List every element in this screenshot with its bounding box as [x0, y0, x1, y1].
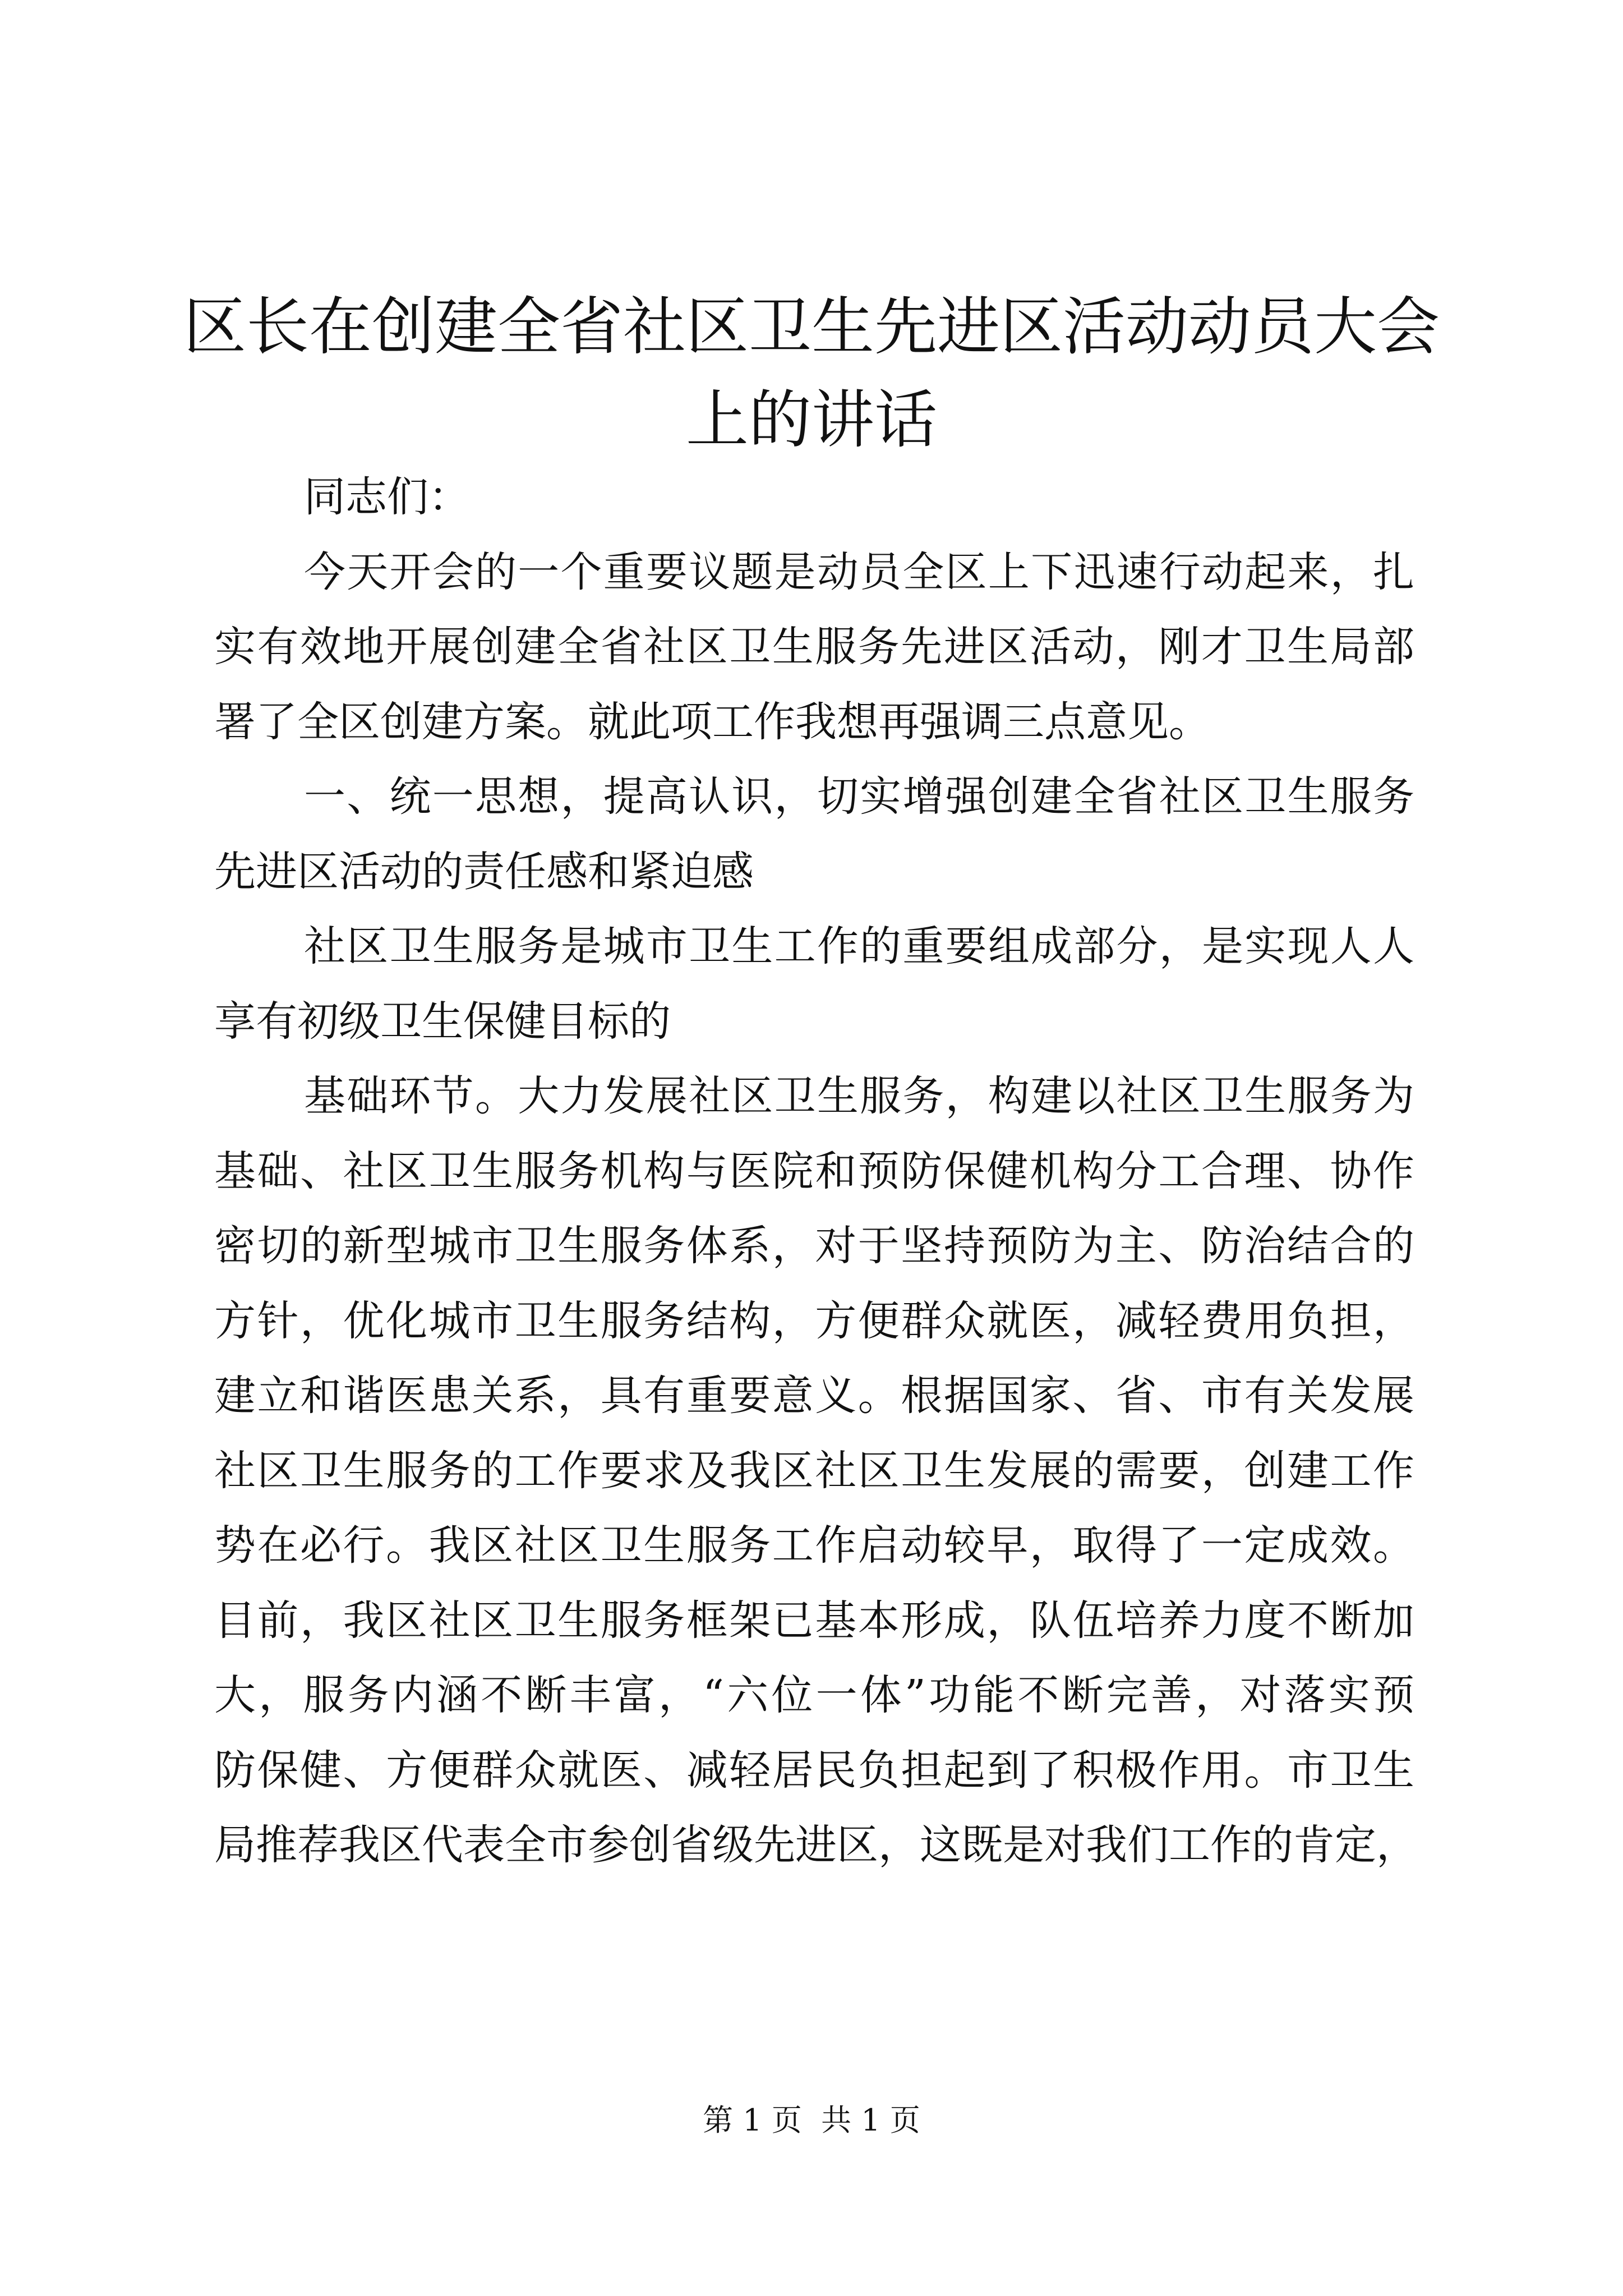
title-line-2: 上的讲话 — [686, 384, 937, 457]
body-line: 密切的新型城市卫生服务体系，对于坚持预防为主、防治结合的 — [214, 1222, 1414, 1270]
body-line: 社区卫生服务的工作要求及我区社区卫生发展的需要，创建工作 — [214, 1446, 1414, 1495]
body-line: 基础、社区卫生服务机构与医院和预防保健机构分工合理、协作 — [214, 1147, 1414, 1195]
body-line: 防保健、方便群众就医、减轻居民负担起到了积极作用。市卫生 — [214, 1746, 1414, 1795]
salutation: 同志们： — [304, 473, 470, 521]
page-number-footer: 第 1 页 共 1 页 — [703, 2102, 920, 2138]
body-line: 大，服务内涵不断丰富，“六位一体”功能不断完善，对落实预 — [214, 1671, 1414, 1719]
body-line: 势在必行。我区社区卫生服务工作启动较早，取得了一定成效。 — [214, 1521, 1414, 1570]
body-line: 署了全区创建方案。就此项工作我想再强调三点意见。 — [214, 697, 1210, 746]
title-line-1: 区长在创建全省社区卫生先进区活动动员大会 — [183, 291, 1440, 364]
body-line: 社区卫生服务是城市卫生工作的重要组成部分，是实现人人 — [304, 922, 1414, 970]
body-line: 局推荐我区代表全市参创省级先进区，这既是对我们工作的肯定， — [214, 1821, 1418, 1869]
body-line: 建立和谐医患关系，具有重要意义。根据国家、省、市有关发展 — [214, 1372, 1414, 1420]
section-heading-line: 一、统一思想，提高认识，切实增强创建全省社区卫生服务 — [304, 772, 1414, 821]
body-line: 基础环节。大力发展社区卫生服务，构建以社区卫生服务为 — [304, 1072, 1414, 1120]
body-line: 享有初级卫生保健目标的 — [214, 997, 671, 1046]
body-line: 实有效地开展创建全省社区卫生服务先进区活动，刚才卫生局部 — [214, 623, 1414, 671]
body-line: 目前，我区社区卫生服务框架已基本形成，队伍培养力度不断加 — [214, 1596, 1414, 1645]
body-line: 今天开会的一个重要议题是动员全区上下迅速行动起来，扎 — [304, 547, 1414, 596]
document-body — [214, 460, 1418, 1883]
document-title — [168, 280, 1455, 467]
body-line: 方针，优化城市卫生服务结构，方便群众就医，减轻费用负担， — [214, 1296, 1414, 1345]
section-heading-line: 先进区活动的责任感和紧迫感 — [214, 847, 754, 896]
